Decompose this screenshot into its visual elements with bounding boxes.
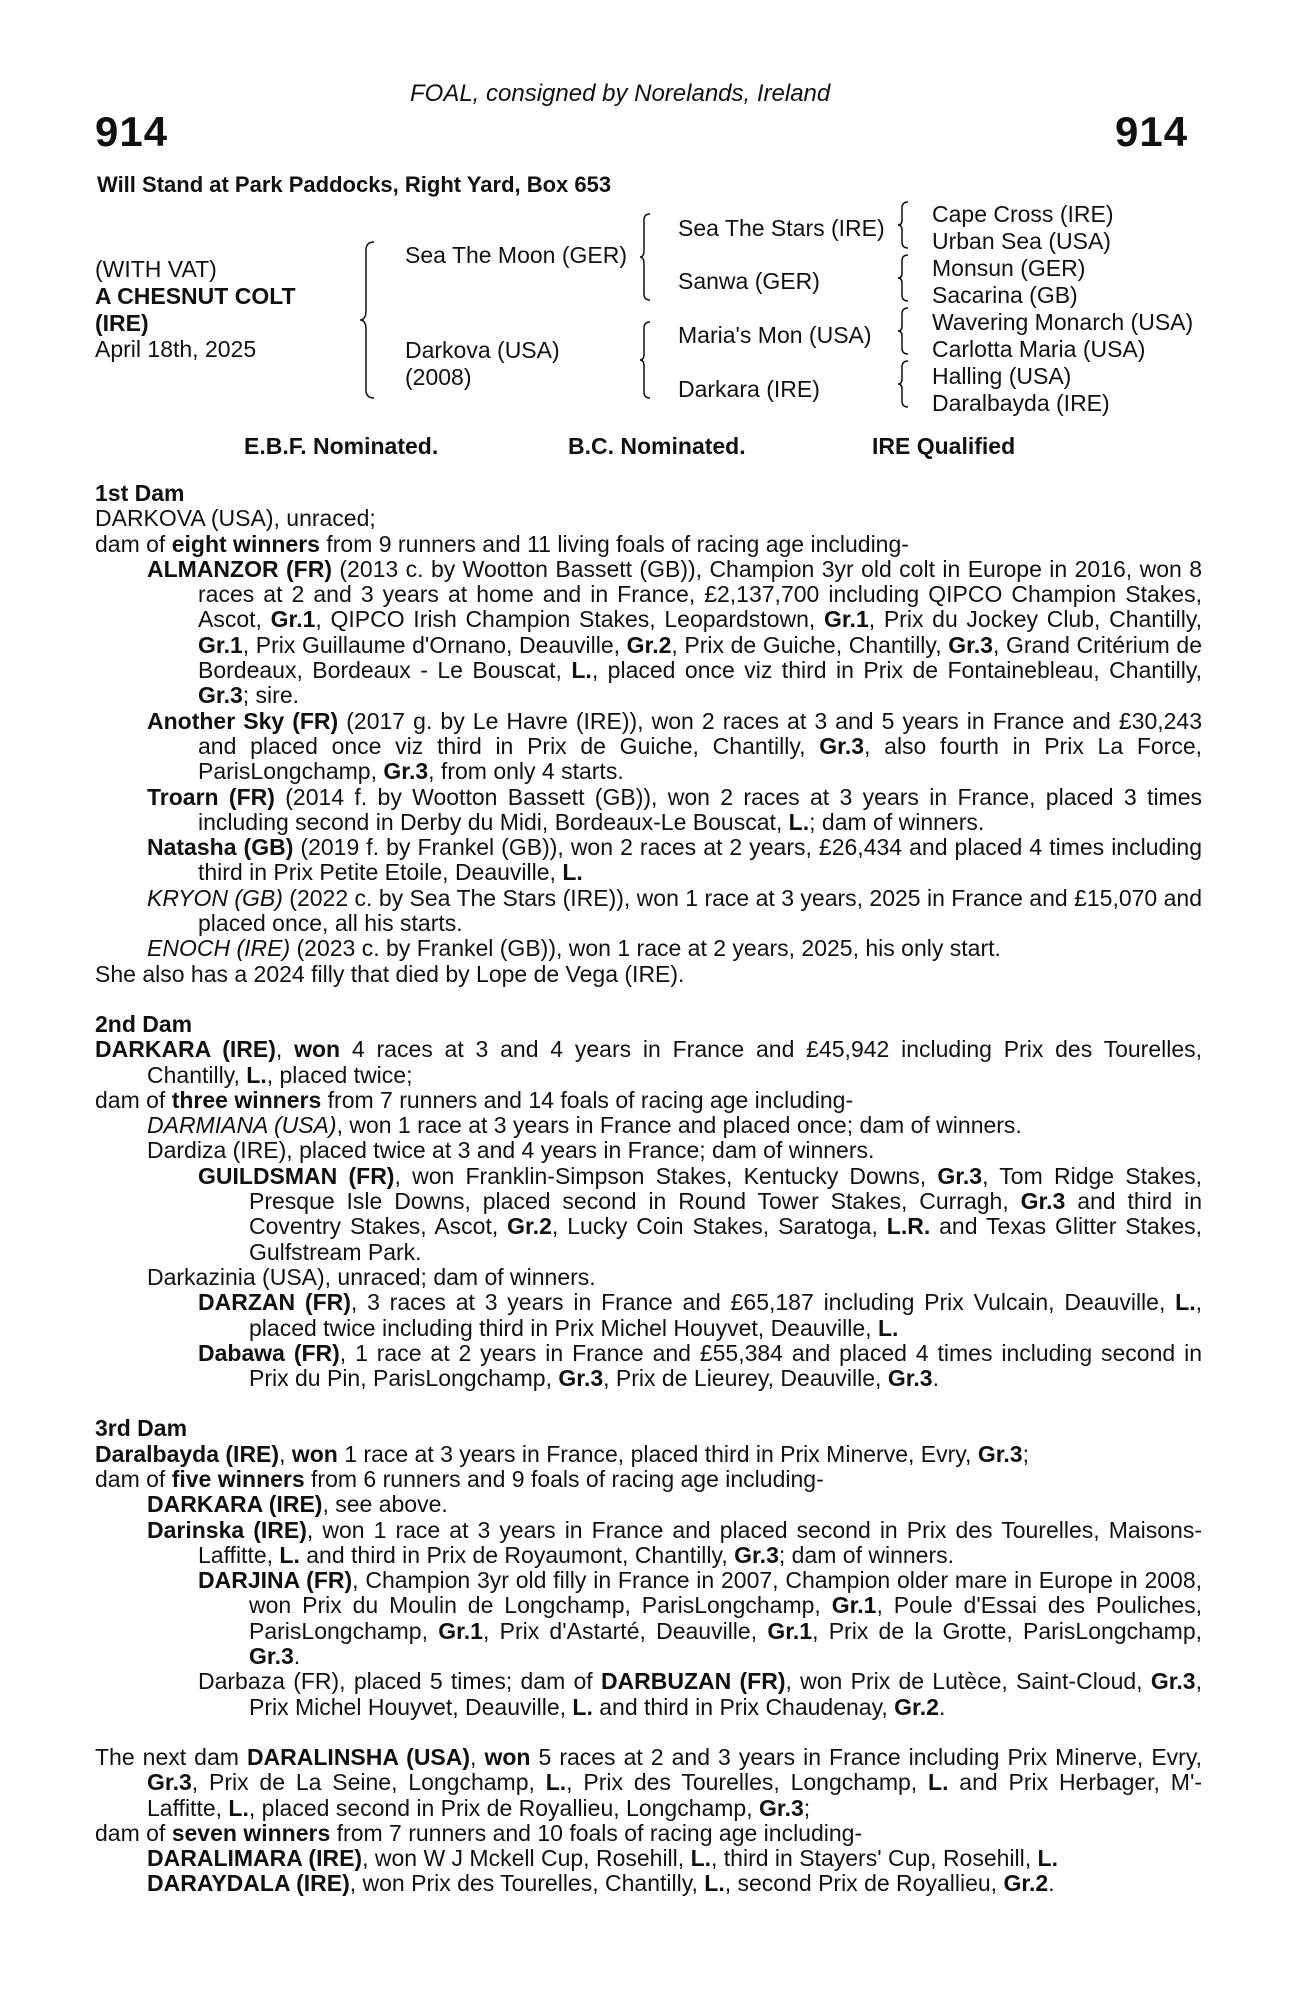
pedigree-ddd: Daralbayda (IRE) [932, 390, 1110, 416]
produce-record [95, 481, 1202, 1897]
produce-darzan: DARZAN (FR), 3 races at 3 years in France and £65,187 including Prix Vulcain, Deauville, L., placed twice including third in Prix Michel Houyvet, Deauville, L. [198, 1289, 1203, 1341]
first-dam-intro: DARKOVA (USA), unraced; [95, 505, 376, 532]
pedigree-ss-brace [898, 200, 912, 250]
pedigree-dsd: Carlotta Maria (USA) [932, 336, 1146, 362]
lot-number-left: 914 [95, 108, 169, 155]
second-dam-record: DARKARA (IRE), won 4 races at 3 and 4 years in France and £45,942 including Prix des Tourelles, Chantilly, L., placed twice; [95, 1036, 1203, 1088]
foaling-date: April 18th, 2025 [95, 336, 257, 362]
ebf-nominated: E.B.F. Nominated. [244, 433, 439, 459]
dam-name: Darkova (USA) [405, 337, 560, 363]
produce-darkara: DARKARA (IRE), see above. [147, 1491, 448, 1518]
next-dam-record: The next dam DARALINSHA (USA), won 5 races at 2 and 3 years in France including Prix Minerve, Evry, Gr.3, Prix de La Seine, Longchamp, L., Prix des Tourelles, Longchamp, L. and Prix Herbager, M'-Laffitte, L., placed second in Prix de Royallieu, Longchamp, Gr.3; [95, 1743, 1202, 1821]
produce-another-sky: Another Sky (FR) (2017 g. by Le Havre (IRE)), won 2 races at 3 and 5 years in France and £30,243 and placed once viz third in Prix de Guiche, Chantilly, Gr.3, also fourth in Prix La Force, ParisLongchamp, Gr.3, from only 4 starts. [147, 707, 1203, 785]
produce-troarn: Troarn (FR) (2014 f. by Wootton Bassett (GB)), won 2 races at 3 years in France, placed 3 times including second in Derby du Midi, Bordeaux-Le Bouscat, L.; dam of winners. [147, 783, 1203, 835]
consignment-line: FOAL, consigned by Norelands, Ireland [410, 80, 831, 107]
pedigree-ds-brace [898, 306, 912, 356]
third-dam-summary: dam of five winners from 6 runners and 9 foals of racing age including- [95, 1465, 824, 1492]
sire-dam: Sanwa (GER) [678, 268, 820, 294]
produce-guildsman: GUILDSMAN (FR), won Franklin-Simpson Stakes, Kentucky Downs, Gr.3, Tom Ridge Stakes, Presque Isle Downs, placed second in Round Tower Stakes, Curragh, Gr.3 and third in Coventry Stakes, Ascot, Gr.2, Lucky Coin Stakes, Saratoga, L.R. and Texas Glitter Stakes, Gulfstream Park. [198, 1162, 1202, 1265]
dam-sire: Maria's Mon (USA) [678, 322, 872, 348]
third-dam-record: Daralbayda (IRE), won 1 race at 3 years in France, placed third in Prix Minerve, Evry, Gr.3; [95, 1440, 1029, 1467]
pedigree-dam-brace [640, 320, 656, 400]
produce-darkazinia: Darkazinia (USA), unraced; dam of winners. [147, 1263, 596, 1290]
produce-enoch: ENOCH (IRE) (2023 c. by Frankel (GB)), won 1 race at 2 years, 2025, his only start. [147, 935, 1001, 962]
second-dam-summary: dam of three winners from 7 runners and 14 foals of racing age including- [95, 1086, 854, 1113]
pedigree-dds: Halling (USA) [932, 363, 1072, 389]
pedigree-sire-brace [640, 212, 656, 302]
pedigree-main-brace [360, 240, 380, 400]
produce-natasha: Natasha (GB) (2019 f. by Frankel (GB)), won 2 races at 2 years, £26,434 and placed 4 times including third in Prix Petite Etoile, Deauville, L. [147, 834, 1202, 886]
produce-darinska: Darinska (IRE), won 1 race at 3 years in France and placed second in Prix des Tourelles, Maisons-Laffitte, L. and third in Prix de Royaumont, Chantilly, Gr.3; dam of winners. [147, 1516, 1203, 1568]
first-dam-note: She also has a 2024 filly that died by Lope de Vega (IRE). [95, 960, 685, 987]
pedigree-sdd: Sacarina (GB) [932, 282, 1078, 308]
produce-daraydala: DARAYDALA (IRE), won Prix des Tourelles, Chantilly, L., second Prix de Royallieu, Gr.2. [147, 1870, 1055, 1897]
first-dam-summary: dam of eight winners from 9 runners and 11 living foals of racing age including- [95, 530, 909, 557]
produce-kryon: KRYON (GB) (2022 c. by Sea The Stars (IRE)), won 1 race at 3 years, 2025 in France and £15,070 and placed once, all his starts. [147, 884, 1202, 937]
second-dam-heading: 2nd Dam [95, 1010, 193, 1037]
produce-almanzor: ALMANZOR (FR) (2013 c. by Wootton Bassett (GB)), Champion 3yr old colt in Europe in 2016, won 8 races at 2 and 3 years at home and in France, £2,137,700 including QIPCO Champion Stakes, Ascot, Gr.1, QIPCO Irish Champion Stakes, Leopardstown, Gr.1, Prix du Jockey Club, Chantilly, Gr.1, Prix Guillaume d'Ornano, Deauville, Gr.2, Prix de Guiche, Chantilly, Gr.3, Grand Critérium de Bordeaux, Bordeaux - Le Bouscat, L., placed once viz third in Prix de Fontainebleau, Chantilly, Gr.3; sire. [147, 555, 1203, 709]
pedigree-sss: Cape Cross (IRE) [932, 201, 1114, 227]
produce-dardiza: Dardiza (IRE), placed twice at 3 and 4 years in France; dam of winners. [147, 1137, 875, 1164]
first-dam-heading: 1st Dam [95, 480, 185, 506]
vat-note: (WITH VAT) [95, 256, 217, 282]
pedigree-ssd: Urban Sea (USA) [932, 228, 1111, 254]
dam-year: (2008) [405, 364, 472, 390]
horse-name-line2: (IRE) [95, 310, 149, 336]
pedigree-dd-brace [898, 359, 912, 409]
produce-darbaza: Darbaza (FR), placed 5 times; dam of DARBUZAN (FR), won Prix de Lutèce, Saint-Cloud, Gr.3, Prix Michel Houyvet, Deauville, L. and third in Prix Chaudenay, Gr.2. [198, 1668, 1202, 1720]
location-line: Will Stand at Park Paddocks, Right Yard, Box 653 [97, 172, 612, 197]
horse-name-line1: A CHESNUT COLT [95, 283, 296, 309]
sire-name: Sea The Moon (GER) [405, 242, 628, 268]
next-dam-summary: dam of seven winners from 7 runners and 10 foals of racing age including- [95, 1819, 863, 1846]
third-dam-heading: 3rd Dam [95, 1415, 188, 1442]
produce-darjina: DARJINA (FR), Champion 3yr old filly in France in 2007, Champion older mare in Europe in 2008, won Prix du Moulin de Longchamp, ParisLongchamp, Gr.1, Poule d'Essai des Pouliches, ParisLongchamp, Gr.1, Prix d'Astarté, Deauville, Gr.1, Prix de la Grotte, ParisLongchamp, Gr.3. [198, 1567, 1202, 1670]
sire-sire: Sea The Stars (IRE) [678, 215, 885, 241]
bc-nominated: B.C. Nominated. [568, 433, 746, 459]
lot-number-right: 914 [1115, 108, 1189, 155]
pedigree-dss: Wavering Monarch (USA) [932, 309, 1194, 335]
produce-darmiana: DARMIANA (USA), won 1 race at 3 years in France and placed once; dam of winners. [147, 1112, 1022, 1139]
ire-qualified: IRE Qualified [872, 433, 1016, 459]
produce-dabawa: Dabawa (FR), 1 race at 2 years in France and £55,384 and placed 4 times including second in Prix du Pin, ParisLongchamp, Gr.3, Prix de Lieurey, Deauville, Gr.3. [198, 1339, 1202, 1392]
pedigree-sds: Monsun (GER) [932, 255, 1086, 281]
pedigree-sd-brace [898, 253, 912, 303]
produce-daralimara: DARALIMARA (IRE), won W J Mckell Cup, Rosehill, L., third in Stayers' Cup, Rosehill, L. [147, 1845, 1058, 1872]
dam-dam: Darkara (IRE) [678, 376, 820, 402]
